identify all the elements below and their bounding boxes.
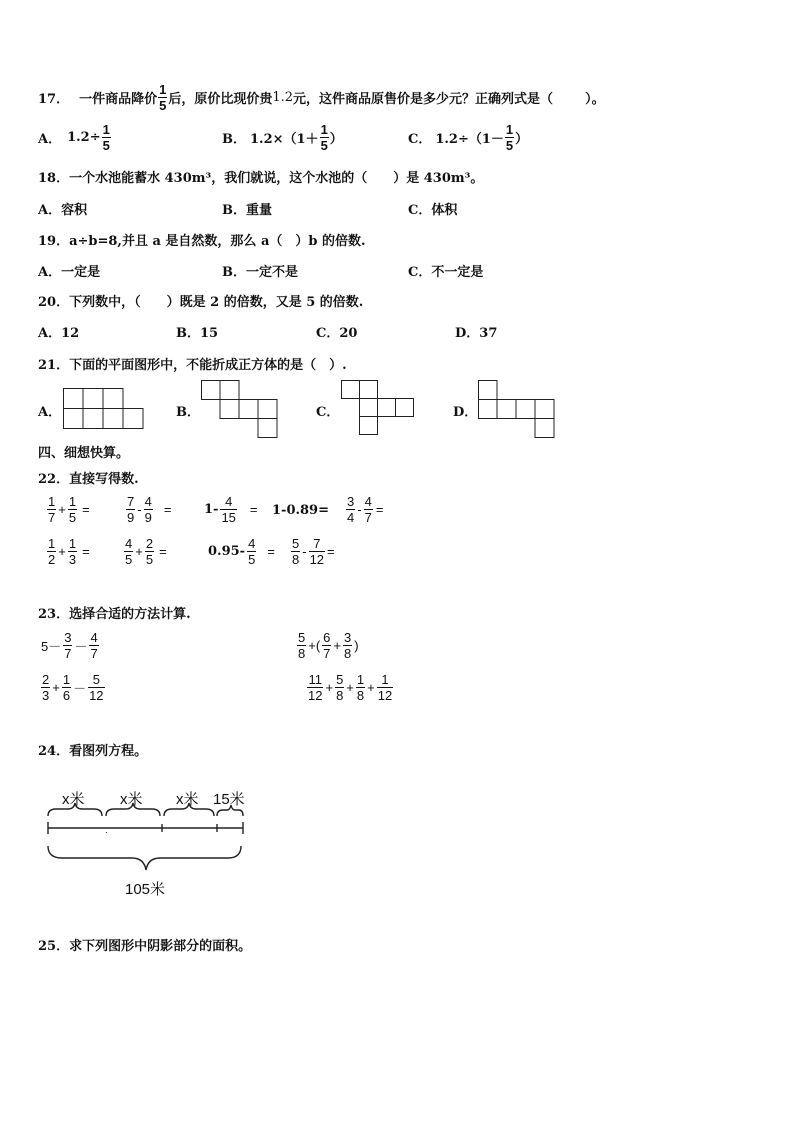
q22-item-4: 1-0.89= [272,503,329,518]
section-4-heading: 四、细想快算。 [38,446,130,461]
q22-item-5: 3 4 - $\frac{4}{7}$ = [347,494,384,525]
q22-item-6: 1 2 + $\frac{1}{3}$ = [48,536,90,567]
q21-net-c [341,380,415,438]
q17-price: 1.2 [272,90,294,105]
q24-label-x1: x米 [62,791,85,808]
q18-option-b[interactable]: B．重量 [222,203,272,218]
question-21: 21．下面的平面图形中，不能折成正方体的是（ ）. [38,358,347,373]
q21-option-b-label[interactable]: B． [176,405,200,420]
q21-option-c-label[interactable]: C． [316,405,340,420]
question-22-title: 22．直接写得数. [38,472,139,487]
q22-item-8: 0.95- $\frac{4}{5}$ = [208,536,275,567]
q24-label-15: 15米 [213,791,245,808]
question-23-title: 23．选择合适的方法计算. [38,607,191,622]
q17-option-c[interactable]: C． 1.2÷（1－ 1 5 ） [408,122,529,153]
q24-label-total: 105米 [125,881,166,898]
q17-number: 17． [38,92,70,107]
q22-item-7: 4 5 + $\frac{2}{5}$ = [125,536,167,567]
q21-option-a-label[interactable]: A． [38,405,62,420]
q23-expression-2: 5 8 +( 6 7 + $\frac{3}{8}$ ) [298,630,359,661]
question-19: 19．a÷b=8,并且 a 是自然数，那么 a（ ）b 的倍数. [38,234,366,249]
question-18: 18．一个水池能蓄水 430m³，我们就说，这个水池的（ ）是 430m³。 [38,171,484,186]
q22-item-3: 1- $\frac{4}{15}$ = [204,494,258,525]
question-20: 20．下列数中，（ ）既是 2 的倍数，又是 5 的倍数. [38,295,364,310]
q17-text-end: ）。 [585,92,605,107]
q20-option-d[interactable]: D．37 [455,326,498,341]
q18-option-a[interactable]: A．容积 [38,203,88,218]
q18-option-c[interactable]: C．体积 [408,203,458,218]
q17-option-c-fraction: 1 5 [505,122,514,153]
q19-option-b[interactable]: B．一定不是 [222,265,298,280]
q21-net-b [201,380,279,438]
q22-item-2: 7 9 - $\frac{4}{9}$ = [127,494,172,525]
q24-line-diagram [40,784,260,898]
q17-text-a: 一件商品降价 [79,92,158,107]
q21-net-a [63,388,145,430]
q17-option-b[interactable]: B． 1.2×（1＋ 1 5 ） [222,122,343,153]
q19-option-a[interactable]: A．一定是 [38,265,101,280]
q17-option-a-fraction: $\frac{1}{5}$ [102,122,110,153]
question-17 [38,82,605,113]
q24-label-x2: x米 [120,791,143,808]
q23-expression-1: 5－ 3 7 － 4 7 [41,630,98,661]
q24-label-x3: x米 [176,791,199,808]
question-24-title: 24．看图列方程。 [38,744,148,759]
question-25-title: 25．求下列图形中阴影部分的面积。 [38,939,252,954]
q23-expression-4: 11 12 + $\frac{5}{8}$ + $\frac{1}{8}$ + $\frac{1}{12}$ [308,672,393,703]
q21-option-d-label[interactable]: D． [453,405,478,420]
q17-option-b-fraction: 1 5 [320,122,328,153]
q23-expression-3: 2 3 + $\frac{1}{6}$ － 5 12 [42,672,104,703]
q17-fraction: 1 5 [159,82,167,113]
q17-text-c: 元，这件商品原售价是多少元？正确列式是（ [293,92,554,107]
q21-net-d [478,380,556,438]
svg-text::: : [105,825,108,836]
q22-item-1: 1 7 + $\frac{1}{5}$ = [48,494,90,525]
q20-option-c[interactable]: C．20 [316,326,358,341]
q22-item-9: 5 8 - $\frac{7}{12}$ = [292,536,335,567]
q17-option-a[interactable]: A． 1.2÷ $\frac{1}{5}$ [38,122,110,153]
q20-option-b[interactable]: B．15 [176,326,219,341]
q20-option-a[interactable]: A．12 [38,326,80,341]
q17-text-b: 后，原价比现价贵 [168,92,273,107]
q19-option-c[interactable]: C．不一定是 [408,265,484,280]
